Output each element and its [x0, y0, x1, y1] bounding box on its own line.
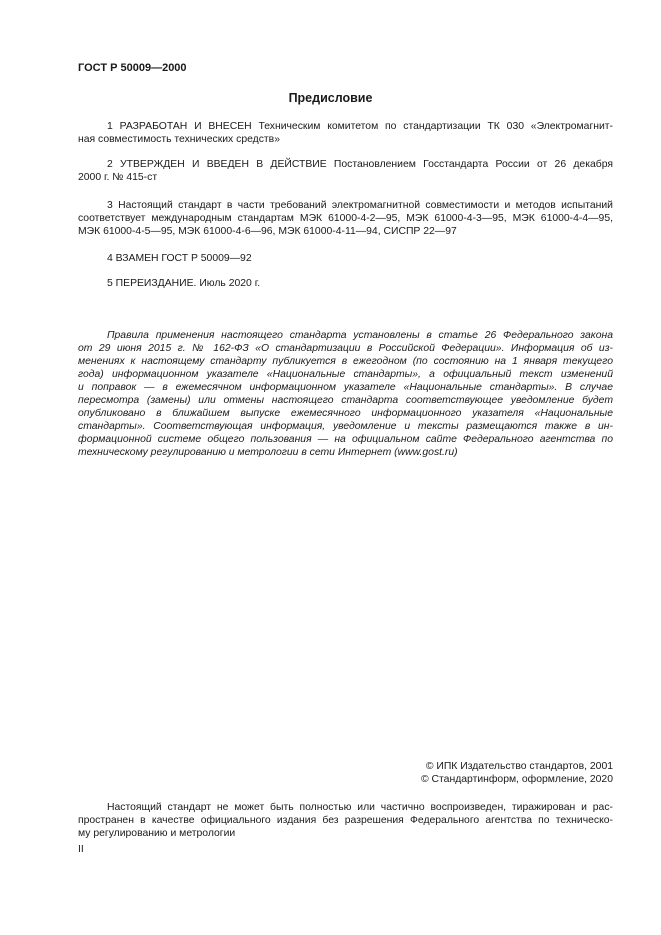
foreword-item-3: [78, 199, 613, 238]
foreword-heading: Предисловие: [288, 91, 373, 105]
copyright-line: © ИПК Издательство стандартов, 2001: [425, 761, 613, 772]
copyright-line: © Стандартинформ, оформление, 2020: [420, 774, 613, 785]
text-line: от 29 июня 2015 г. № 162-ФЗ «О стандартизации в Российской Федерации». Информация об из-: [78, 343, 613, 354]
document-code: ГОСТ Р 50009—2000: [78, 62, 187, 74]
text-line: 5 ПЕРЕИЗДАНИЕ. Июль 2020 г.: [107, 278, 261, 289]
foreword-item-5: [78, 277, 613, 290]
text-line: МЭК 61000-4-5—95, МЭК 61000-4-6—96, МЭК 61000-4-11—94, СИСПР 22—97: [78, 226, 457, 237]
text-line: стандарты». Соответствующая информация, уведомление и тексты размещаются также в ин-: [78, 421, 613, 432]
foreword-item-4: [78, 252, 613, 265]
text-line: му регулированию и метрологии: [78, 828, 236, 839]
text-line: техническому регулированию и метрологии в сети Интернет (www.gost.ru): [78, 447, 458, 458]
text-line: Настоящий стандарт не может быть полностью или частично воспроизведен, тиражирован и рас-: [107, 802, 613, 813]
text-line: и поправок — в ежемесячном информационном указателе «Национальные стандарты». В случае: [78, 382, 613, 393]
text-line: пространен в качестве официального издания без разрешения Федерального агентства по техническо-: [78, 815, 613, 826]
page-number: II: [78, 844, 84, 855]
foreword-item-2: [78, 158, 613, 184]
text-line: менениях к настоящему стандарту публикуется в ежегодном (по состоянию на 1 января текущего: [78, 356, 613, 367]
standard-application-notice: [78, 329, 613, 459]
foreword-item-1: [78, 120, 613, 146]
text-line: формационной системе общего пользования — на официальном сайте Федерального агентства по: [78, 434, 613, 445]
text-line: ная совместимость технических средств»: [78, 134, 280, 145]
text-line: Правила применения настоящего стандарта установлены в статье 26 Федерального закона: [107, 330, 613, 341]
text-line: опубликовано в ближайшем выпуске ежемесячного информационного указателя «Национальные: [78, 408, 613, 419]
reproduction-notice: [78, 801, 613, 840]
text-line: пересмотра (замены) или отмены настоящего стандарта соответствующее уведомление будет: [78, 395, 613, 406]
text-line: 2000 г. № 415-ст: [78, 172, 158, 183]
text-line: года) информационном указателе «Национальные стандарты», а официальный текст изменений: [78, 369, 613, 380]
text-line: 2 УТВЕРЖДЕН И ВВЕДЕН В ДЕЙСТВИЕ Постановлением Госстандарта России от 26 декабря: [107, 159, 613, 170]
text-line: соответствует международным стандартам МЭК 61000-4-2—95, МЭК 61000-4-3—95, МЭК 61000-4-4—95,: [78, 213, 613, 224]
text-line: 1 РАЗРАБОТАН И ВНЕСЕН Техническим комитетом по стандартизации ТК 030 «Электромагнит-: [107, 121, 613, 132]
text-line: 4 ВЗАМЕН ГОСТ Р 50009—92: [107, 253, 252, 264]
text-line: 3 Настоящий стандарт в части требований электромагнитной совместимости и методов испытаний: [107, 200, 613, 211]
copyright-block: [421, 760, 613, 786]
